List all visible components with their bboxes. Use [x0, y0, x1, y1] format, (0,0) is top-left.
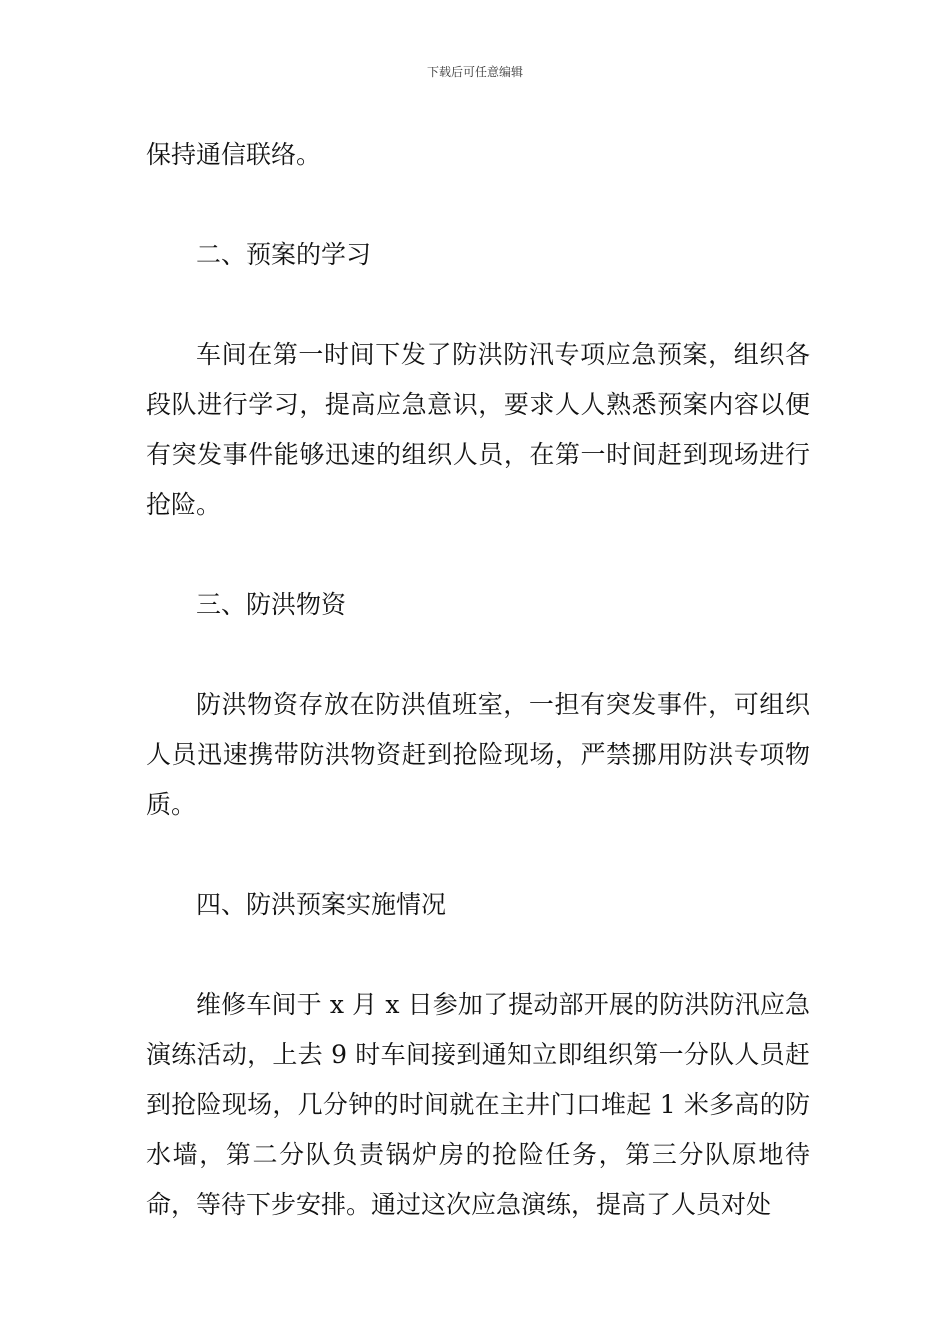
paragraph-implementation: 维修车间于 x 月 x 日参加了提动部开展的防洪防汛应急演练活动，上去 9 时车间接到通知立即组织第一分队人员赶到抢险现场，几分钟的时间就在主井门口堆起 1 米多高的防水墙，第二分队负责锅炉房的抢险任务，第三分队原地待命，等待下步安排。通过这次应急演练，提高了人员对处 — [146, 990, 810, 1219]
paragraph-continuation: 保持通信联络。 — [146, 140, 322, 169]
section-heading-implementation: 四、防洪预案实施情况 — [196, 890, 447, 919]
paragraph-study: 车间在第一时间下发了防洪防汛专项应急预案，组织各段队进行学习，提高应急意识，要求人人熟悉预案内容以便有突发事件能够迅速的组织人员，在第一时间赶到现场进行抢险。 — [146, 340, 810, 519]
document-body — [146, 130, 810, 1230]
header-note: 下载后可任意编辑 — [426, 65, 523, 79]
paragraph-gap — [146, 280, 810, 330]
paragraph-gap — [146, 530, 810, 580]
paragraph-gap — [146, 830, 810, 880]
paragraph-gap — [146, 630, 810, 680]
paragraph-gap — [146, 930, 810, 980]
paragraph-materials: 防洪物资存放在防洪值班室，一担有突发事件，可组织人员迅速携带防洪物资赶到抢险现场，严禁挪用防洪专项物质。 — [146, 690, 810, 819]
section-heading-materials: 三、防洪物资 — [196, 590, 347, 619]
section-heading-study: 二、预案的学习 — [196, 240, 372, 269]
paragraph-gap — [146, 180, 810, 230]
